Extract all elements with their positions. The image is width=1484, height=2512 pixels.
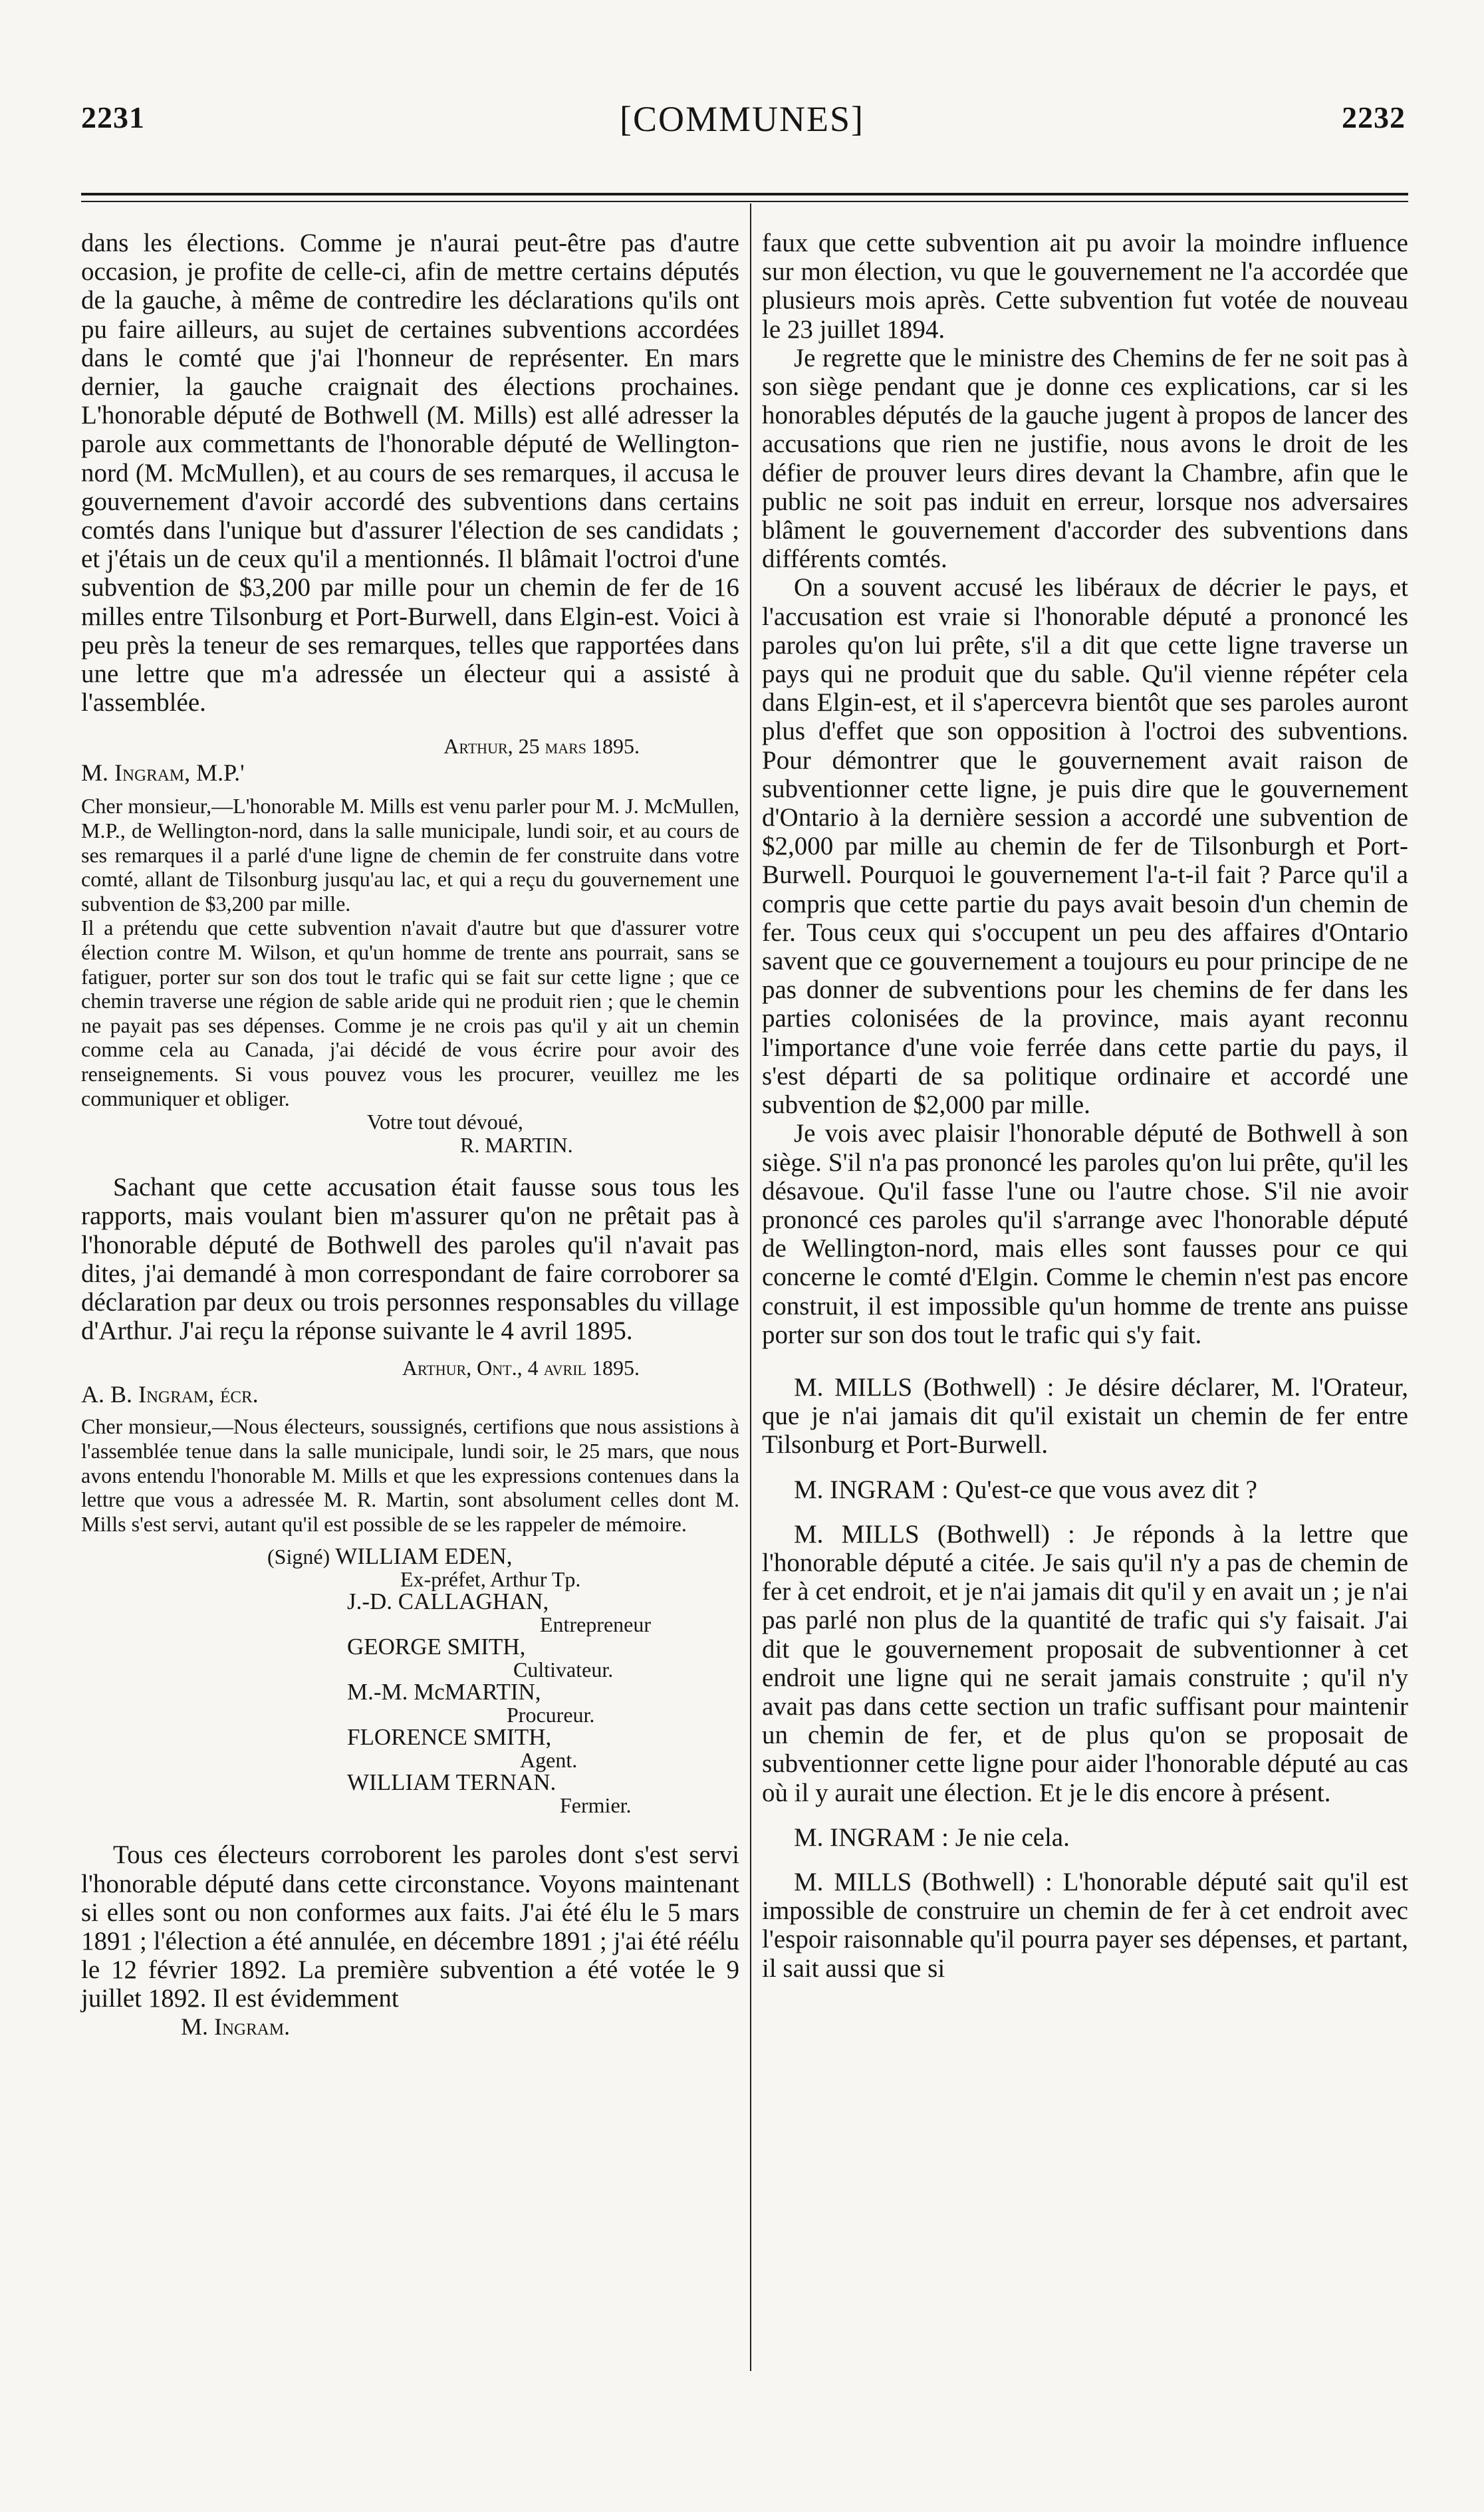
letter-1-paragraph-2: Il a prétendu que cette subvention n'avait d'autre but que d'assurer votre élection contre M. Wilson, et qu'un homme de trente ans pourrait, sans se fatiguer, porter sur son dos tout le trafic qui se fait sur cette ligne ; que ce chemin traverse une région de sable aride qui ne produit rien ; que le chemin ne payait pas ses dépenses. Comme je ne crois pas qu'il y ait un chemin comme cela au Canada, j'ai décidé de vous écrire pour avoir des renseignements. Si vous pouvez vous les procurer, veuillez me les communiquer et obliger.	[81, 916, 739, 1110]
letter-1	[81, 717, 739, 1157]
right-column	[762, 229, 1408, 1983]
right-paragraph-1: faux que cette subvention ait pu avoir la moindre influence sur mon élection, vu que le gouvernement ne l'a accordée que plusieurs mois après. Cette subvention fut votée de nouveau le 23 juillet 1894.	[762, 229, 1408, 344]
speech-mills-1	[762, 1373, 1408, 1459]
left-paragraph-1: dans les élections. Comme je n'aurai peut-être pas d'autre occasion, je profite de celle-ci, afin de mettre certains députés de la gauche, à même de contredire les déclarations qu'ils ont pu faire ailleurs, au sujet de certaines subventions accordées dans le comté que j'ai l'honneur de représenter. En mars dernier, la gauche craignait des élections prochaines. L'honorable député de Bothwell (M. Mills) est allé adresser la parole aux commettants de l'honorable député de Wellington-nord (M. McMullen), et au cours de ses remarques, il accusa le gouvernement d'avoir accordé des subventions dans certains comtés dans l'unique but d'assurer l'élection de ses candidats ; et j'étais un de ceux qu'il a mentionnés. Il blâmait l'octroi d'une subvention de $3,200 par mille pour un chemin de fer de 16 milles entre Tilsonburg et Port-Burwell, dans Elgin-est. Voici à peu près la teneur de ses remarques, telles que rapportées dans une lettre que m'a adressée un électeur qui a assisté à l'assemblée.	[81, 229, 739, 717]
letter-2-addressee: A. B. Ingram, écr.	[81, 1381, 259, 1408]
page-number-right: 2232	[1342, 100, 1406, 134]
letter-1-paragraph-1: Cher monsieur,—L'honorable M. Mills est venu parler pour M. J. McMullen, M.P., de Wellington-nord, dans la salle municipale, lundi soir, et au cours de ses remarques il a parlé d'une ligne de chemin de fer construite dans votre comté, allant de Tilsonburg jusqu'au lac, et qui a reçu du gouvernement une subvention de $3,200 par mille.	[81, 794, 739, 916]
speech-ingram-2	[762, 1823, 1408, 1852]
speech-text: Qu'est-ce que vous avez dit ?	[955, 1475, 1257, 1504]
speaker-label: M. MILLS (Bothwell) :	[794, 1372, 1054, 1402]
speaker-label: M. INGRAM :	[794, 1475, 949, 1504]
speech-ingram-1	[762, 1475, 1408, 1504]
speaker-label: M. MILLS (Bothwell) :	[794, 1519, 1075, 1549]
signer-role: Procureur.	[507, 1703, 595, 1727]
right-paragraph-3: On a souvent accusé les libéraux de décrier le pays, et l'accusation est vraie si l'honorable député a prononcé les paroles qu'on lui prête, s'il a dit que cette ligne traverse un pays qui ne produit que du sable. Qu'il vienne répéter cela dans Elgin-est, et il s'apercevra bientôt que ses paroles auront plus d'effet que son opposition à l'octroi des subventions. Pour démontrer que le gouvernement avait raison de subventionner cette ligne, je puis dire que le gouvernement d'Ontario à la dernière session a accordé une subvention de $2,000 par mille au chemin de fer de Tilsonburgh et Port-Burwell. Pourquoi le gouvernement l'a-t-il fait ? Parce qu'il a compris que cette partie du pays avait besoin d'un chemin de fer. Tous ceux qui s'occupent un peu des affaires d'Ontario savent que ce gouvernement a toujours eu pour principe de ne pas donner de subventions pour les chemins de fer dans les parties colonisées de la province, mais ayant reconnu l'importance d'une voie ferrée dans cette partie du pays, il s'est départi de sa politique ordinaire et accordé une subvention de $2,000 par mille.	[762, 573, 1408, 1120]
header-rule-thin	[81, 201, 1408, 202]
column-divider	[750, 203, 751, 2371]
signer-name: WILLIAM EDEN,	[335, 1543, 513, 1570]
speaker-label: M. MILLS (Bothwell) :	[794, 1867, 1052, 1896]
right-paragraph-2: Je regrette que le ministre des Chemins de fer ne soit pas à son siège pendant que je donne ces explications, car si les honorables députés de la gauche jugent à propos de lancer des accusations que rien ne justifie, nous avons le droit de les défier de prouver leurs dires devant la Chambre, afin que le public ne soit pas induit en erreur, lorsque nos adversaires blâment le gouvernement d'accorder des subventions dans différents comtés.	[762, 343, 1408, 574]
letter-1-closing: Votre tout dévoué,	[367, 1110, 523, 1134]
left-paragraph-2: Sachant que cette accusation était fausse sous tous les rapports, mais voulant bien m'assurer qu'on ne prêtait pas à l'honorable député de Bothwell des paroles qu'il n'avait pas dites, j'ai demandé à mon correspondant de faire corroborer sa déclaration par deux ou trois personnes responsables du village d'Arthur. J'ai reçu la réponse suivante le 4 avril 1895.	[81, 1173, 739, 1346]
column-footer-speaker: M. Ingram.	[181, 2013, 291, 2040]
speaker-label: M. INGRAM :	[794, 1822, 949, 1852]
signer-role: Ex-préfet, Arthur Tp.	[400, 1567, 581, 1592]
signer-role: Cultivateur.	[513, 1658, 614, 1682]
signer-role: Entrepreneur	[540, 1612, 652, 1637]
letter-1-signature: R. MARTIN.	[460, 1133, 573, 1158]
left-column	[81, 229, 739, 2040]
speech-text: L'honorable député sait qu'il est impossible de construire un chemin de fer à cet endroit avec l'espoir raisonnable qu'il pourra payer ses dépenses, et partant, il sait aussi que si	[762, 1867, 1408, 1983]
letter-1-date: Arthur, 25 mars 1895.	[443, 734, 640, 759]
signer-name: GEORGE SMITH,	[347, 1634, 526, 1660]
signer-name: J.-D. CALLAGHAN,	[347, 1588, 549, 1615]
left-paragraph-3: Tous ces électeurs corroborent les paroles dont s'est servi l'honorable député dans cette circonstance. Voyons maintenant si elles sont ou non conformes aux faits. J'ai été élu le 5 mars 1891 ; l'élection a été annulée, en décembre 1891 ; j'ai été réélu le 12 février 1892. La première subvention a été votée le 9 juillet 1892. Il est évidemment	[81, 1840, 739, 2013]
letter-2-date: Arthur, Ont., 4 avril 1895.	[402, 1356, 640, 1380]
speech-mills-2	[762, 1520, 1408, 1807]
letter-2-paragraph-1: Cher monsieur,—Nous électeurs, soussignés, certifions que nous assistions à l'assemblée tenue dans la salle municipale, lundi soir, le 25 mars, que nous avons entendu l'honorable M. Mills et que les expressions contenues dans la lettre que vous a adressée M. R. Martin, sont absolument celles dont M. Mills s'est servi, autant qu'il est possible de se les rappeler de mémoire.	[81, 1414, 739, 1536]
letter-2	[81, 1345, 739, 1817]
signer-name: FLORENCE SMITH,	[347, 1724, 552, 1751]
signer-name: WILLIAM TERNAN.	[347, 1769, 556, 1796]
speech-mills-3	[762, 1868, 1408, 1983]
running-head: [COMMUNES]	[619, 99, 865, 139]
speech-text: Je nie cela.	[955, 1822, 1070, 1852]
signature-block	[81, 1545, 739, 1817]
signer-role: Fermier.	[560, 1793, 632, 1818]
right-paragraph-4: Je vois avec plaisir l'honorable député de Bothwell à son siège. S'il n'a pas prononcé les paroles qu'on lui prête, qu'il les désavoue. Qu'il fasse l'une ou l'autre chose. S'il nie avoir prononcé ces paroles qu'il s'arrange avec l'honorable député de Wellington-nord, mais elles sont fausses pour ce qui concerne le comté d'Elgin. Comme le chemin n'est pas encore construit, il est impossible qu'un homme de trente ans puisse porter sur son dos tout le trafic qui s'y fait.	[762, 1119, 1408, 1349]
signer-name: M.-M. McMARTIN,	[347, 1679, 541, 1705]
signer-role: Agent.	[520, 1748, 578, 1773]
letter-1-addressee: M. Ingram, M.P.'	[81, 759, 245, 787]
page-number-left: 2231	[81, 100, 145, 134]
speech-text: Je désire déclarer, M. l'Orateur, que je n'ai jamais dit qu'il existait un chemin de fer entre Tilsonburg et Port-Burwell.	[762, 1372, 1409, 1459]
signed-label: (Signé)	[267, 1545, 330, 1569]
header-rule-thick	[81, 193, 1408, 195]
speech-text: Je réponds à la lettre que l'honorable député a citée. Je sais qu'il n'y a pas de chemin de fer à cet endroit, et je n'ai jamais dit qu'il y en avait un ; je n'ai pas parlé non plus de la quantité de trafic qui s'y faisait. J'ai dit que le gouvernement proposait de subventionner à cet endroit une ligne qui ne serait jamais construite ; qu'il n'y avait pas dans cette section un trafic suffisant pour maintenir un chemin de fer, et de plus qu'on se proposait de subventionner cette ligne pour aider l'honorable député au cas où il y aurait une élection. Et je le dis encore à présent.	[762, 1519, 1409, 1807]
